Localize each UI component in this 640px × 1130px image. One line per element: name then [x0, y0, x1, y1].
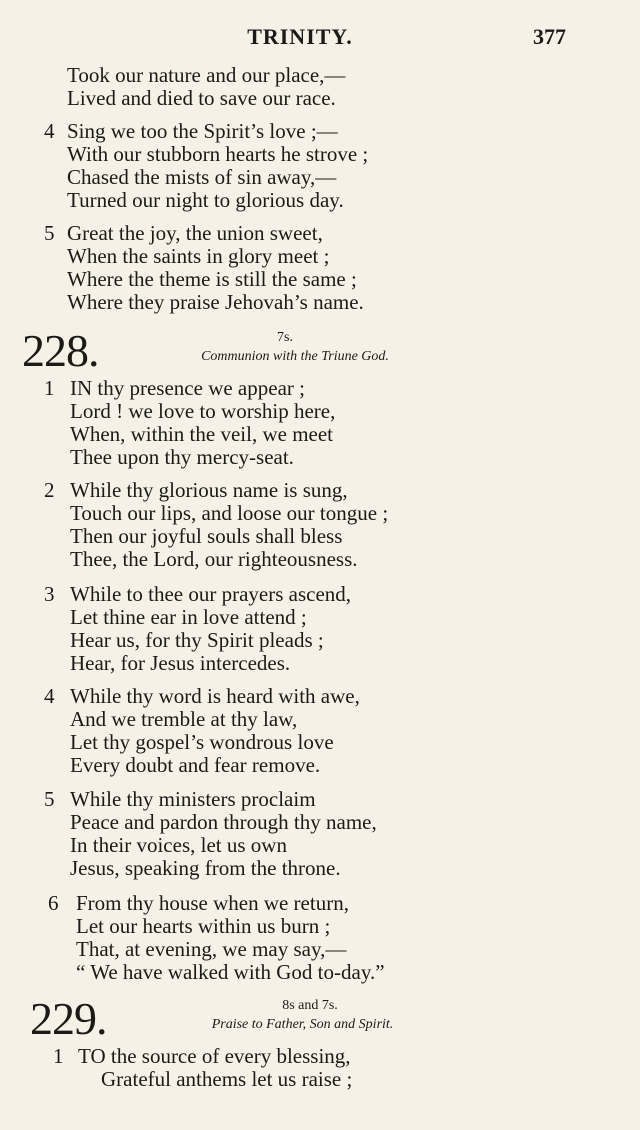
verse-number: 2: [44, 478, 55, 502]
verse-line: Thee upon thy mercy-seat.: [70, 445, 294, 469]
verse-number: 1: [44, 376, 55, 400]
verse-line: IN thy presence we appear ;: [70, 376, 305, 400]
hymn-title: Praise to Father, Son and Spirit.: [211, 1017, 394, 1032]
verse-line: While to thee our prayers ascend,: [70, 582, 352, 606]
verse-line: While thy word is heard with awe,: [70, 684, 360, 708]
verse-line: “ We have walked with God to-day.”: [76, 960, 385, 984]
verse-line: Sing we too the Spirit’s love ;—: [67, 119, 338, 143]
verse-line: Jesus, speaking from the throne.: [70, 856, 341, 880]
page-number: 377: [533, 24, 566, 49]
verse-number: 1: [53, 1044, 64, 1068]
verse-line: Touch our lips, and loose our tongue ;: [70, 501, 389, 525]
verse-line: Lived and died to save our race.: [67, 86, 336, 110]
verse-line: Peace and pardon through thy name,: [70, 810, 377, 834]
verse-line: Hear us, for thy Spirit pleads ;: [70, 628, 324, 652]
hymn-number: 228.: [22, 325, 99, 376]
verse-line: When the saints in glory meet ;: [67, 244, 330, 268]
hymn-title: Communion with the Triune God.: [201, 349, 389, 364]
verse-line: Chased the mists of sin away,—: [67, 165, 337, 189]
verse-number: 5: [44, 787, 55, 811]
verse-line: Where they praise Jehovah’s name.: [67, 290, 364, 314]
verse-line: Hear, for Jesus intercedes.: [70, 651, 291, 675]
verse-line: While thy glorious name is sung,: [70, 478, 348, 502]
verse-line: Let thy gospel’s wondrous love: [70, 730, 334, 754]
verse-line: That, at evening, we may say,—: [76, 937, 347, 961]
verse-number: 4: [44, 119, 55, 143]
running-head: [0, 24, 640, 54]
verse-line: Turned our night to glorious day.: [67, 188, 344, 212]
hymn-meter: 8s and 7s.: [282, 998, 338, 1013]
verse-line: Great the joy, the union sweet,: [67, 221, 323, 245]
verse-number: 5: [44, 221, 55, 245]
verse-line: Let our hearts within us burn ;: [76, 914, 331, 938]
verse-line: TO the source of every blessing,: [78, 1044, 351, 1068]
verse-line: Every doubt and fear remove.: [70, 753, 321, 777]
verse-line: While thy ministers proclaim: [70, 787, 316, 811]
verse-number: 6: [48, 891, 59, 915]
verse-number: 3: [44, 582, 55, 606]
hymn-meter: 7s.: [277, 330, 293, 345]
verse-line: When, within the veil, we meet: [70, 422, 334, 446]
verse-line: With our stubborn hearts he strove ;: [67, 142, 369, 166]
verse-line: From thy house when we return,: [76, 891, 349, 915]
running-title: TRINITY.: [247, 24, 353, 49]
verse-line: Grateful anthems let us raise ;: [101, 1067, 353, 1091]
hymn-number: 229.: [30, 993, 107, 1044]
verse-line: Let thine ear in love attend ;: [70, 605, 307, 629]
verse-line: Thee, the Lord, our righteousness.: [70, 547, 358, 571]
verse-number: 4: [44, 684, 55, 708]
verse-line: Took our nature and our place,—: [67, 63, 346, 87]
verse-line: Lord ! we love to worship here,: [70, 399, 336, 423]
verse-line: In their voices, let us own: [70, 833, 287, 857]
verse-line: Where the theme is still the same ;: [67, 267, 357, 291]
verse-line: And we tremble at thy law,: [70, 707, 298, 731]
verse-line: Then our joyful souls shall bless: [70, 524, 343, 548]
